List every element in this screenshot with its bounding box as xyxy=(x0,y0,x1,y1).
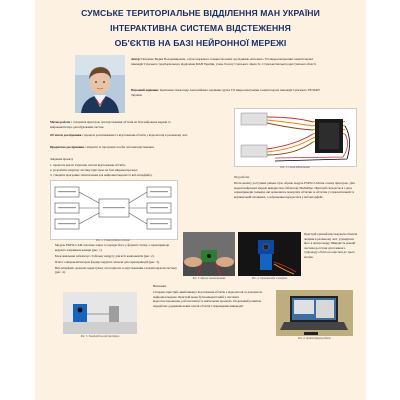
poster-title-line-1: СУМСЬКЕ ТЕРИТОРІАЛЬНЕ ВІДДІЛЕННЯ МАН УКРАЇНИ xyxy=(81,8,320,18)
author-block xyxy=(131,57,323,87)
intro-object-label: Об'єктом дослідження xyxy=(50,133,82,137)
feature-item-3: • Плата з мікрокомп'ютером формує керуючі сигнали для сервоприводів (рис. 3). xyxy=(55,260,178,265)
intro-object-text: є процеси розпізнавання та відстеження об'єктів у відеопотоці в реальному часі. xyxy=(82,133,188,137)
intro-goal xyxy=(50,120,190,130)
task-item-1: 1. провести аналіз існуючих систем відстеження об'єктів; xyxy=(50,163,126,167)
conclusions-heading: Висновки: xyxy=(153,284,167,288)
intro-goal-text: є створення пристрою для відстеження об'єктів на базі нейронної мережі та мікрокомп'ютера для вбудованих систем. xyxy=(50,120,171,129)
caption-fig1: Рис. 1. Схема підключення xyxy=(280,166,310,169)
poster-title-line-3: ОБ'ЄКТІВ НА БАЗІ НЕЙРОННОЇ МЕРЕЖІ xyxy=(114,38,287,48)
tasks-heading: Завдання проекту xyxy=(50,157,74,161)
figure-laptop-photo xyxy=(276,290,353,336)
feature-item-4: • Веб-інтерфейс дозволяє користувачу спостерігати за відстеженням і налаштовувати систему (рис. 4). xyxy=(55,266,178,275)
intro-goal-label: Метою роботи xyxy=(50,120,70,124)
intro-subject-label: Предметом дослідження xyxy=(50,145,84,149)
task-item-3: 3. створити програмне забезпечення для нейронної мережі та веб-інтерфейсу. xyxy=(50,173,153,177)
feature-item-1: • Модуль ESP32-CAM захоплює відео та передає його у форматі стріму, а сервоприводи керують напрямком камери (рис. 1). xyxy=(55,243,178,252)
intro-subject xyxy=(50,145,190,154)
poster xyxy=(35,0,366,400)
caption-fig5: Рис. 5. Зовнішній вигляд пристрою xyxy=(80,335,120,338)
caption-fig2: Рис. 2. Схема роботи системи xyxy=(96,239,130,242)
progress-text: Після аналізу доступних рішень було обрано модуль ESP32-CAM як основу пристрою. Для моделі нейронної мережі використано бібліотеку MediaPipe. Пристрій складається з двох сервоприводів і камери, які дозволяють повертати об'єктив за об'єктом у горизонтальній та вертикальній площинах, а зображення передається у веб-інтерфейс. xyxy=(234,181,355,199)
caption-fig3: Рис. 3. Процес налаштування xyxy=(192,277,226,280)
intro-subject-text: є апаратні та програмні засоби системи відстеження. xyxy=(84,145,155,149)
task-item-2: 2. розробити апаратну частину пристрою на базі мікроконтролера; xyxy=(50,168,138,172)
feature-item-2: • Блок живлення забезпечує стабільну напругу для всіх компонентів (рис. 2). xyxy=(55,254,178,259)
supervisor-text: Кравченко Олександр Анатолійович, керівник гуртка ТО мікроелектроніки і комп'ютерної інженерії Сумського ТВ МАН України. xyxy=(131,88,320,97)
conclusions-text: Створено пристрій, який виконує відстеження об'єктів у відеопотоці за допомогою нейронної мережі. Пристрій може бути використаний у системах відеоспостереження, робототехніці та навчальних проектах. Подальший розвиток передбачає додавання нових класів об'єктів і покращення швидкодії. xyxy=(153,290,263,308)
poster-title-line-2: ІНТЕРАКТИВНА СИСТЕМА ВІДСТЕЖЕННЯ xyxy=(110,23,291,33)
author-portrait xyxy=(75,55,125,113)
supervisor-block xyxy=(131,88,323,102)
author-label: Автор: xyxy=(131,57,141,61)
supervisor-label: Науковий керівник: xyxy=(131,88,160,92)
figure-device-photo xyxy=(63,292,137,334)
figure-circuit-diagram xyxy=(234,108,357,167)
figure-setup-photo xyxy=(183,232,235,276)
caption-fig4: Рис. 4. Сервоприводи з камерою xyxy=(251,277,288,280)
center-text: Пристрій здатний відстежувати обличчя людини в реальному часі, утримуючи його в центрі кадру. Швидкість реакції системи достатня для плавного супроводу об'єкта на відстані до трьох метрів. xyxy=(304,232,358,259)
intro-object xyxy=(50,133,190,142)
figure-servo-photo xyxy=(238,232,301,276)
caption-fig6: Рис. 6. Демонстрація роботи xyxy=(298,337,331,340)
author-text: Петренко Вадим Володимирович, слухач наукового товариства юних дослідників «Інтелект» ТО мікроелектроніки і комп'ютерної інженерії Сумського територіального відділення МАН України, учень 9 класу Сумського ліцею № 1 Сумської міської ради Сумської області. xyxy=(131,57,317,66)
progress-heading: Хід роботи: xyxy=(234,175,250,179)
figure-block-diagram xyxy=(50,180,178,240)
